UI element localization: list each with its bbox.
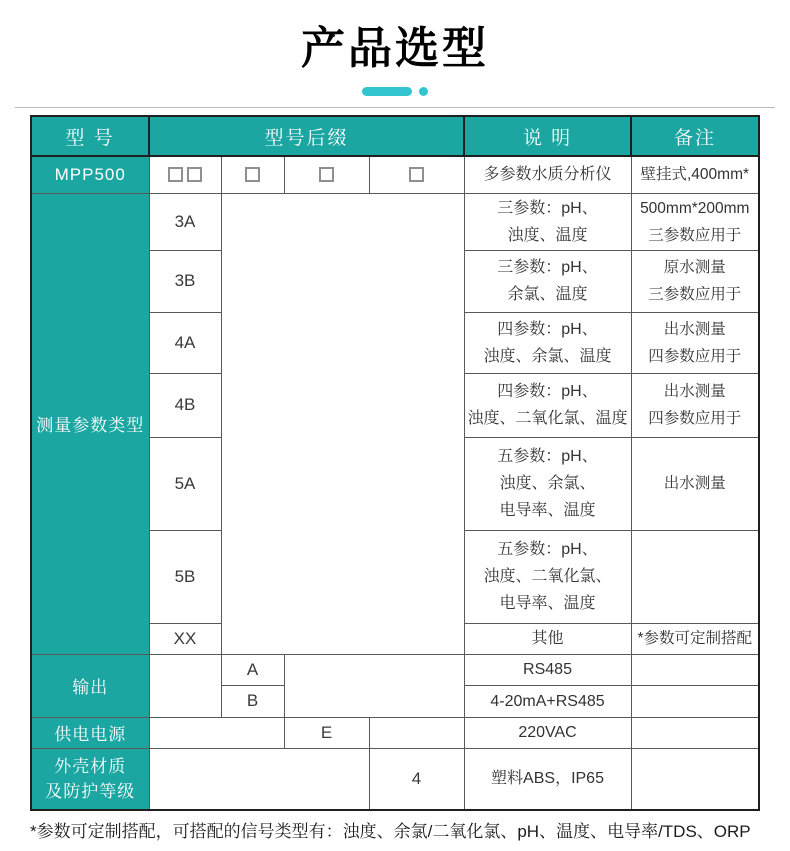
output-remark-cell [631,685,759,717]
housing-row [31,748,759,810]
housing-section-label [31,748,149,810]
param-remark-cell [631,530,759,623]
output-row-a [31,654,759,685]
suffix-box-cell-2 [221,156,284,193]
param-code-cell: 5A [149,437,221,530]
param-section-label: 测量参数类型 [31,193,149,654]
title-underline-bar-icon [362,87,412,96]
suffix-box-cell-4 [369,156,464,193]
page-divider [15,107,775,108]
power-row [31,717,759,748]
power-section-label: 供电电源 [31,717,149,748]
housing-label-line: 外壳材质 [54,756,127,776]
output-section-label: 输出 [31,654,149,717]
remark-line: 四参数应用于 [648,410,742,427]
power-desc-cell: 220VAC [464,717,631,748]
output-remark-cell [631,654,759,685]
power-code-cell: E [284,717,369,748]
desc-line: 五参数：pH、 [497,448,598,465]
param-remark-cell [631,437,759,530]
blank-cell [149,654,221,717]
remark-line: 出水测量 [663,475,726,492]
housing-remark-cell [631,748,759,810]
param-desc-cell [464,250,631,312]
remark-line: 三参数应用于 [648,226,742,244]
model-name-cell: MPP500 [31,156,149,193]
blank-cell [149,748,369,810]
desc-line: 浊度、余氯、温度 [483,347,612,365]
housing-label-line: 及防护等级 [45,781,136,801]
housing-desc-cell: 塑料ABS，IP65 [464,748,631,810]
page-title: 产品选型 [301,24,489,73]
param-desc-cell [464,312,631,373]
desc-line: 四参数：pH、 [497,383,598,400]
model-row [31,156,759,193]
output-code-cell: A [221,654,284,685]
suffix-box-cell-3 [284,156,369,193]
desc-line: 五参数：pH、 [497,541,598,558]
desc-line: 三参数：pH、 [497,259,598,276]
param-desc-cell [464,193,631,250]
param-code-cell: XX [149,623,221,654]
param-code-cell: 4A [149,312,221,373]
desc-line: 电导率、温度 [499,595,596,612]
suffix-blank-cell [221,193,464,654]
param-row-3a [31,193,759,250]
param-remark-cell [631,312,759,373]
param-desc-cell [464,530,631,623]
output-desc-cell: 4-20mA+RS485 [464,685,631,717]
param-desc-cell [464,437,631,530]
housing-code-cell: 4 [369,748,464,810]
power-remark-cell [631,717,759,748]
suffix-box-cell-1 [149,156,221,193]
model-desc-cell: 多参数水质分析仪 [464,156,631,193]
param-desc-cell [464,623,631,654]
header-description: 说 明 [464,116,631,156]
param-code-cell: 4B [149,373,221,437]
desc-line: 浊度、温度 [507,226,588,244]
title-underline-dot-icon [419,87,428,96]
desc-line: 四参数：pH、 [497,320,598,338]
param-code-cell: 3B [149,250,221,312]
desc-line: 浊度、二氧化氯、 [483,568,612,585]
remark-line: 出水测量 [663,383,726,400]
remark-line: 出水测量 [663,320,726,338]
param-code-cell: 5B [149,530,221,623]
remark-line: 500mm*200mm [640,199,750,217]
desc-line: 余氯、温度 [507,286,588,303]
checkbox-icon [245,167,260,182]
remark-line: 四参数应用于 [648,347,742,365]
desc-line: 浊度、余氯、 [499,475,596,492]
model-remark-cell: 壁挂式,400mm* [631,156,759,193]
footnote: *参数可定制搭配，可搭配的信号类型有：浊度、余氯/二氧化氯、pH、温度、电导率/TDS、ORP [30,822,751,841]
param-remark-cell [631,193,759,250]
checkbox-icon [168,167,183,182]
param-code-cell: 3A [149,193,221,250]
blank-cell [369,717,464,748]
checkbox-icon [319,167,334,182]
output-desc-cell: RS485 [464,654,631,685]
product-selection-table [30,115,760,811]
param-desc-cell [464,373,631,437]
desc-line: 浊度、二氧化氯、温度 [467,410,628,427]
desc-line: 电导率、温度 [499,502,596,519]
remark-line: *参数可定制搭配 [637,630,753,647]
title-underline [0,87,790,96]
param-remark-cell [631,250,759,312]
header-suffix: 型号后缀 [149,116,464,156]
desc-line: 其他 [531,630,564,647]
output-code-cell: B [221,685,284,717]
checkbox-icon [409,167,424,182]
header-row [31,116,759,156]
desc-line: 三参数：pH、 [497,199,598,217]
header-model: 型 号 [31,116,149,156]
header-remark: 备注 [631,116,759,156]
param-remark-cell [631,373,759,437]
param-remark-cell [631,623,759,654]
blank-cell [284,654,464,717]
remark-line: 原水测量 [663,259,726,276]
checkbox-icon [187,167,202,182]
remark-line: 三参数应用于 [648,286,742,303]
blank-cell [149,717,284,748]
